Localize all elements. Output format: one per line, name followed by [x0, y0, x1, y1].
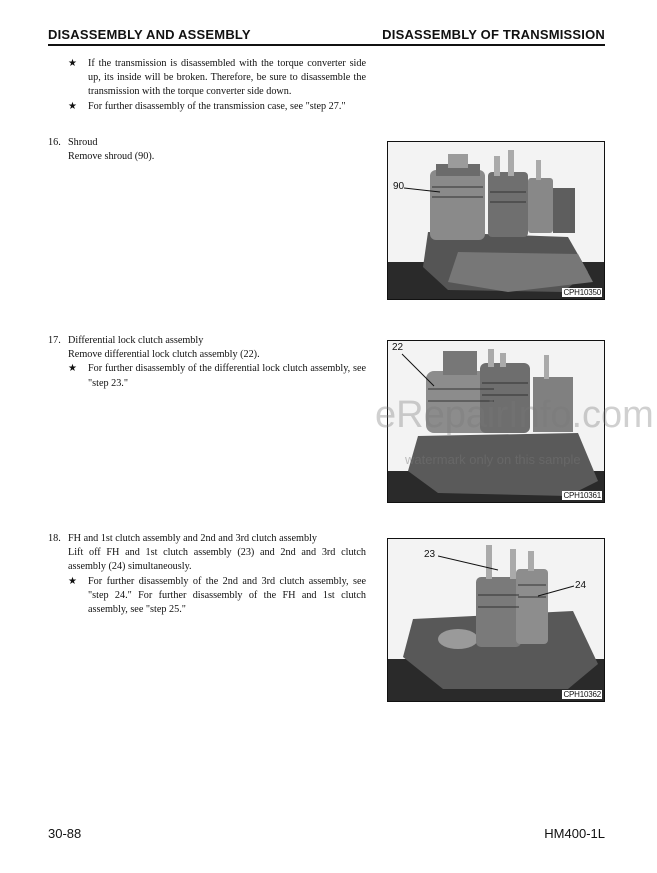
star-icon: ★: [68, 575, 78, 587]
star-icon: ★: [68, 58, 78, 69]
step-note: ★ For further disassembly of the 2nd and 3rd clutch assembly, see "step 24." For further disassembly of the FH and 1st clutch assembly, see "step 25.": [68, 575, 366, 616]
intro-note: ★ For further disassembly of the transmission case, see "step 27.": [68, 100, 366, 114]
step-17: [48, 334, 366, 391]
callout-label: 24: [575, 580, 587, 591]
callout-label: 23: [424, 549, 436, 560]
callout-leader: [404, 186, 444, 196]
step-18: [48, 532, 366, 617]
figure-shroud-photo: [387, 141, 605, 300]
step-instruction: Lift off FH and 1st clutch assembly (23) and 2nd and 3rd clutch assembly (24) simultaneously.: [68, 547, 366, 573]
watermark-logo-text: eRepairInfo.com: [375, 394, 654, 436]
step-note: ★ For further disassembly of the differential lock clutch assembly, see "step 23.": [68, 363, 366, 389]
callout-label: 90: [393, 181, 405, 192]
callout-leader: [400, 352, 440, 392]
footer-page-number: 30-88: [48, 826, 82, 841]
figure-code: CPH10350: [563, 288, 601, 297]
step-number: 18.: [48, 533, 61, 544]
watermark-note: watermark only on this sample: [405, 452, 581, 467]
figure-code: CPH10361: [563, 491, 601, 500]
intro-notes: [68, 57, 366, 114]
header-chapter-title: DISASSEMBLY OF TRANSMISSION: [382, 27, 605, 42]
header-rule: [48, 44, 605, 46]
star-icon: ★: [68, 100, 78, 112]
figure-code: CPH10362: [563, 690, 601, 699]
step-title: Shroud: [68, 137, 98, 148]
step-title: Differential lock clutch assembly: [68, 335, 204, 346]
callout-label: 22: [392, 342, 404, 353]
intro-note: ★ If the transmission is disassembled with the torque converter side up, its inside will be broken. Therefore, be sure to disassemble the transmission with the torque converter side down.: [68, 58, 366, 98]
header-section-title: DISASSEMBLY AND ASSEMBLY: [48, 27, 251, 42]
step-instruction: Remove shroud (90).: [68, 151, 155, 163]
step-title: FH and 1st clutch assembly and 2nd and 3rd clutch assembly: [68, 533, 317, 544]
star-icon: ★: [68, 363, 78, 375]
step-16: [48, 136, 366, 164]
footer-model: HM400-1L: [544, 826, 605, 841]
step-instruction: Remove differential lock clutch assembly (22).: [68, 349, 260, 361]
step-number: 17.: [48, 335, 61, 346]
step-number: 16.: [48, 137, 61, 148]
transmission-photo-illustration: [388, 142, 604, 299]
callout-leaders: [438, 552, 588, 602]
